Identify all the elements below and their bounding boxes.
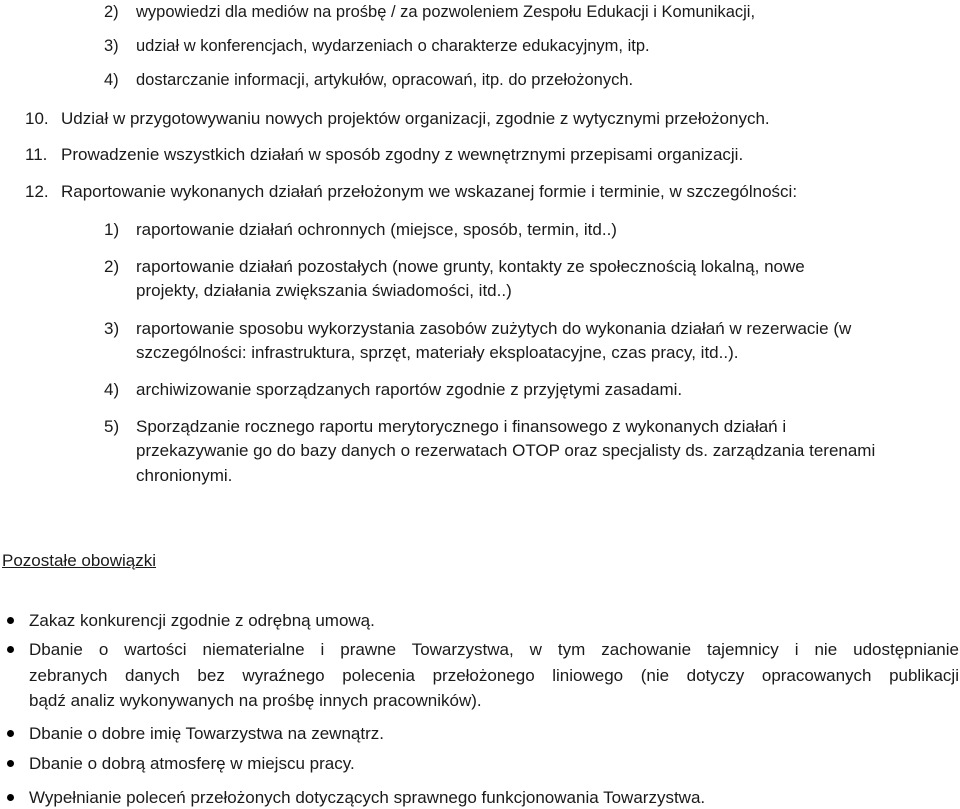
bullet-text: Zakaz konkurencji zgodnie z odrębną umową. [29, 611, 375, 630]
item-text: projekty, działania zwiększania świadomości, itd..) [136, 281, 512, 300]
bullet-text: bądź analiz wykonywanych na prośbę innych pracowników). [29, 691, 482, 710]
item-text: raportowanie działań pozostałych (nowe grunty, kontakty ze społecznością lokalną, nowe [136, 257, 805, 276]
bullet-text: Dbanie o dobrą atmosferę w miejscu pracy. [29, 754, 355, 773]
item-text: archiwizowanie sporządzanych raportów zgodnie z przyjętymi zasadami. [136, 380, 683, 399]
item-text: Prowadzenie wszystkich działań w sposób zgodny z wewnętrznymi przepisami organizacji. [61, 145, 744, 164]
item-number: 5) [104, 417, 120, 436]
item-text: wypowiedzi dla mediów na prośbę / za pozwoleniem Zespołu Edukacji i Komunikacji, [136, 3, 756, 21]
item-text: dostarczanie informacji, artykułów, opracowań, itp. do przełożonych. [136, 71, 634, 89]
item-text: Raportowanie wykonanych działań przełożonym we wskazanej formie i terminie, w szczególności: [61, 182, 798, 201]
item-text: Udział w przygotowywaniu nowych projektów organizacji, zgodnie z wytycznymi przełożonych. [61, 109, 770, 128]
item-text: chronionymi. [136, 466, 233, 485]
item-text: udział w konferencjach, wydarzeniach o charakterze edukacyjnym, itp. [136, 37, 650, 55]
item-number: 4) [104, 71, 119, 89]
bullet-text: Dbanie o wartości niematerialne i prawne Towarzystwa, w tym zachowanie tajemnicy i nie udostępnianie [29, 640, 959, 659]
item-number: 11. [25, 145, 48, 164]
item-number: 10. [25, 109, 49, 128]
item-text: szczególności: infrastruktura, sprzęt, materiały eksploatacyjne, czas pracy, itd..). [136, 343, 739, 362]
bullet-icon [7, 794, 14, 801]
item-number: 4) [104, 380, 120, 399]
item-number: 1) [104, 220, 120, 239]
bullet-text: zebranych danych bez wyraźnego polecenia przełożonego liniowego (nie dotyczy opracowanych publikacji [29, 666, 959, 685]
item-text: Sporządzanie rocznego raportu merytorycznego i finansowego z wykonanych działań i [136, 417, 787, 436]
item-number: 2) [104, 257, 120, 276]
item-number: 2) [104, 3, 119, 21]
item-number: 12. [25, 182, 49, 201]
item-text: przekazywanie go do bazy danych o rezerwatach OTOP oraz specjalisty ds. zarządzania terenami [136, 441, 876, 460]
item-text: raportowanie działań ochronnych (miejsce, sposób, termin, itd..) [136, 220, 617, 239]
bullet-icon [7, 730, 14, 737]
bullet-icon [7, 646, 14, 653]
bullet-icon [7, 760, 14, 767]
section-heading: Pozostałe obowiązki [2, 551, 157, 570]
item-number: 3) [104, 319, 120, 338]
bullet-icon [7, 617, 14, 624]
item-text: raportowanie sposobu wykorzystania zasobów zużytych do wykonania działań w rezerwacie (w [136, 319, 852, 338]
bullet-text: Dbanie o dobre imię Towarzystwa na zewnątrz. [29, 724, 384, 743]
item-number: 3) [104, 37, 119, 55]
bullet-text: Wypełnianie poleceń przełożonych dotyczących sprawnego funkcjonowania Towarzystwa. [29, 788, 706, 807]
